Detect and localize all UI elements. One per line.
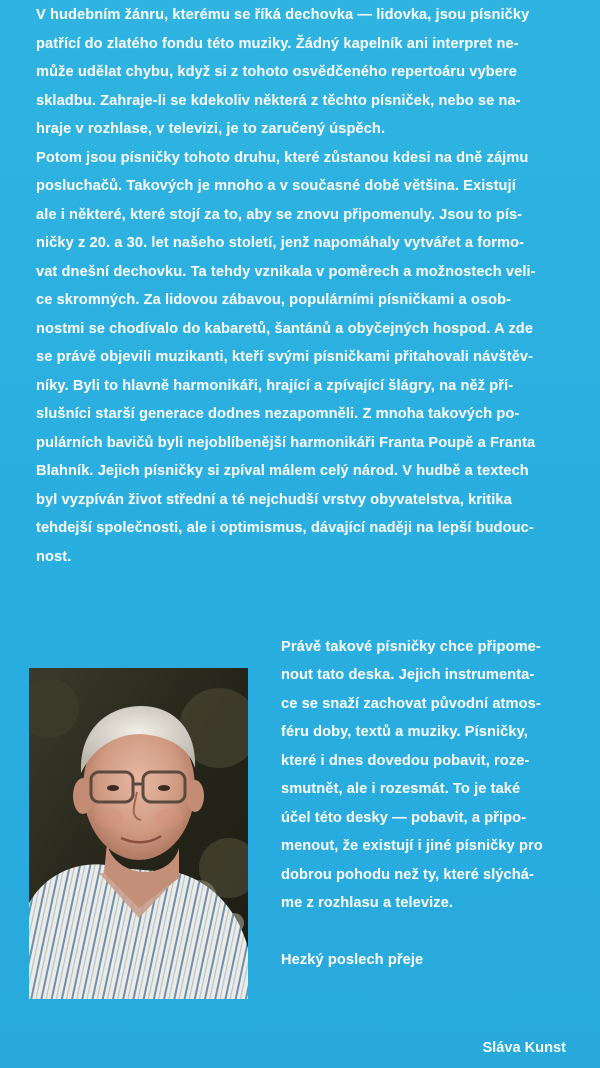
- text-line: účel této desky — pobavit, a připo-: [281, 810, 527, 826]
- text-line: nout tato deska. Jejich instrumenta-: [281, 667, 535, 683]
- text-line: vat dnešní dechovku. Ta tehdy vznikala v poměrech a možnostech veli-: [36, 264, 536, 280]
- text-line: pulárních bavičů byli nejoblíbenější harmonikáři Franta Poupě a Franta: [36, 435, 536, 451]
- closing-line: Hezký poslech přeje: [281, 952, 424, 968]
- text-line: V hudebním žánru, kterému se říká dechovka — lidovka, jsou písničky: [36, 7, 530, 23]
- text-line: byl vyzpíván život střední a té nejchudší vrstvy obyvatelstva, kritika: [36, 492, 512, 508]
- signature: Sláva Kunst: [482, 1040, 566, 1056]
- text-line: patřící do zlatého fondu této muziky. Žádný kapelník ani interpret ne-: [36, 36, 519, 52]
- text-line: se právě objevili muzikanti, kteří svými písničkami přitahovali návštěv-: [36, 349, 534, 365]
- text-line: ce skromných. Za lidovou zábavou, populárními písničkami a osob-: [36, 292, 512, 308]
- text-line: nost.: [36, 549, 72, 565]
- portrait-photo: [29, 668, 248, 999]
- text-line: ce se snaží zachovat původní atmos-: [281, 696, 541, 712]
- text-line: smutnět, ale i rozesmát. To je také: [281, 781, 521, 797]
- text-line: dobrou pohodu než ty, které slýchá-: [281, 867, 534, 883]
- text-line: níky. Byli to hlavně harmonikáři, hrající a zpívající šlágry, na něž pří-: [36, 378, 514, 394]
- text-line: nostmi se chodívalo do kabaretů, šantánů a obyčejných hospod. A zde: [36, 321, 534, 337]
- text-line: tehdejší společnosti, ale i optimismus, dávající naději na lepší budouc-: [36, 520, 534, 536]
- text-line: ale i některé, které stojí za to, aby se znovu připomenuly. Jsou to pís-: [36, 207, 523, 223]
- text-line: menout, že existují i jiné písničky pro: [281, 838, 543, 854]
- text-line: féru doby, textů a muziky. Písničky,: [281, 724, 528, 740]
- text-line: me z rozhlasu a televize.: [281, 895, 454, 911]
- text-line: které i dnes dovedou pobavit, roze-: [281, 753, 530, 769]
- text-line: Potom jsou písničky tohoto druhu, které zůstanou kdesi na dně zájmu: [36, 150, 529, 166]
- text-line: Právě takové písničky chce připome-: [281, 639, 541, 655]
- text-line: skladbu. Zahraje-li se kdekoliv některá z těchto písniček, nebo se na-: [36, 93, 521, 109]
- text-line: slušníci starší generace dodnes nezapomněli. Z mnoha takových po-: [36, 406, 520, 422]
- text-line: posluchačů. Takových je mnoho a v současné době většina. Existují: [36, 178, 516, 194]
- text-line: může udělat chybu, když si z tohoto osvědčeného repertoáru vybere: [36, 64, 517, 80]
- text-line: hraje v rozhlase, v televizi, je to zaručený úspěch.: [36, 121, 386, 137]
- text-line: Blahník. Jejich písničky si zpíval málem celý národ. V hudbě a textech: [36, 463, 529, 479]
- text-line: ničky z 20. a 30. let našeho století, jenž napomáhaly vytvářet a formo-: [36, 235, 525, 251]
